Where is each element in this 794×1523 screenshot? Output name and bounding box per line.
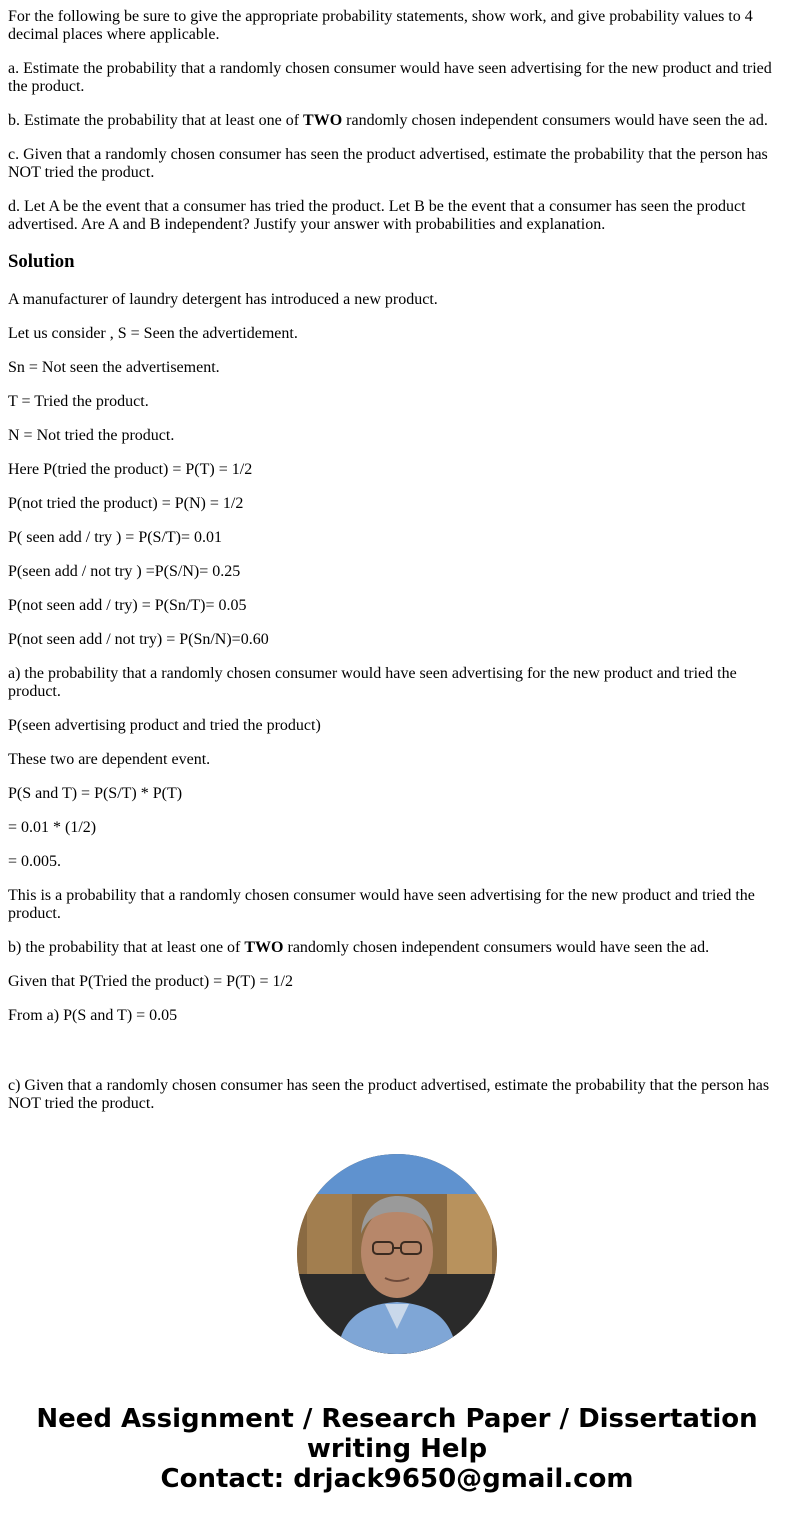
promo-line-2: writing Help [306,1434,488,1464]
question-intro: For the following be sure to give the appropriate probability statements, show work, and give probability values to 4 decimal places where applicable. [8,8,753,43]
solution-line: P(seen add / not try ) =P(S/N)= 0.25 [8,563,241,580]
solution-line: A manufacturer of laundry detergent has introduced a new product. [8,291,438,308]
promo-banner [8,1404,786,1494]
solution-line: P(not tried the product) = P(N) = 1/2 [8,495,244,512]
solution-line: These two are dependent event. [8,751,211,768]
solution-b-emphasis: TWO [244,939,284,956]
solution-line: Here P(tried the product) = P(T) = 1/2 [8,461,253,478]
question-a: a. Estimate the probability that a randomly chosen consumer would have seen advertising for the new product and tried the product. [8,60,772,95]
question-b [8,112,786,130]
solution-line: P(S and T) = P(S/T) * P(T) [8,785,183,802]
solution-line: P(not seen add / not try) = P(Sn/N)=0.60 [8,631,269,648]
question-d: d. Let A be the event that a consumer has tried the product. Let B be the event that a consumer has seen the product advertised. Are A and B independent? Justify your answer with probabilities and explanation. [8,198,746,233]
author-photo-container [8,1154,786,1354]
solution-line: Given that P(Tried the product) = P(T) = 1/2 [8,973,293,990]
question-b-text: b. Estimate the probability that at least one of [8,112,304,129]
solution-line: a) the probability that a randomly chosen consumer would have seen advertising for the new product and tried the product. [8,665,737,700]
solution-b-rest: randomly chosen independent consumers would have seen the ad. [283,939,710,956]
solution-c: c) Given that a randomly chosen consumer has seen the product advertised, estimate the probability that the person has NOT tried the product. [8,1077,770,1112]
blank-spacer [8,1041,786,1077]
solution-b-text: b) the probability that at least one of [8,939,245,956]
solution-line: This is a probability that a randomly chosen consumer would have seen advertising for the new product and tried the product. [8,887,755,922]
question-c: c. Given that a randomly chosen consumer has seen the product advertised, estimate the probability that the person has NOT tried the product. [8,146,768,181]
solution-line: From a) P(S and T) = 0.05 [8,1007,178,1024]
solution-line: Sn = Not seen the advertisement. [8,359,220,376]
solution-line: P(seen advertising product and tried the product) [8,717,321,734]
solution-b [8,939,786,957]
solution-line: Let us consider , S = Seen the advertidement. [8,325,298,342]
solution-line: P(not seen add / try) = P(Sn/T)= 0.05 [8,597,247,614]
author-avatar [297,1154,497,1354]
solution-line: P( seen add / try ) = P(S/T)= 0.01 [8,529,223,546]
solution-line: T = Tried the product. [8,393,149,410]
question-b-emphasis: TWO [303,112,343,129]
solution-line: = 0.005. [8,853,62,870]
question-b-rest: randomly chosen independent consumers would have seen the ad. [342,112,768,129]
solution-line: = 0.01 * (1/2) [8,819,97,836]
person-portrait-icon [297,1154,497,1354]
promo-contact: Contact: drjack9650@gmail.com [160,1464,634,1494]
solution-heading: Solution [8,251,75,272]
promo-line-1: Need Assignment / Research Paper / Dissertation [36,1404,758,1434]
solution-line: N = Not tried the product. [8,427,175,444]
